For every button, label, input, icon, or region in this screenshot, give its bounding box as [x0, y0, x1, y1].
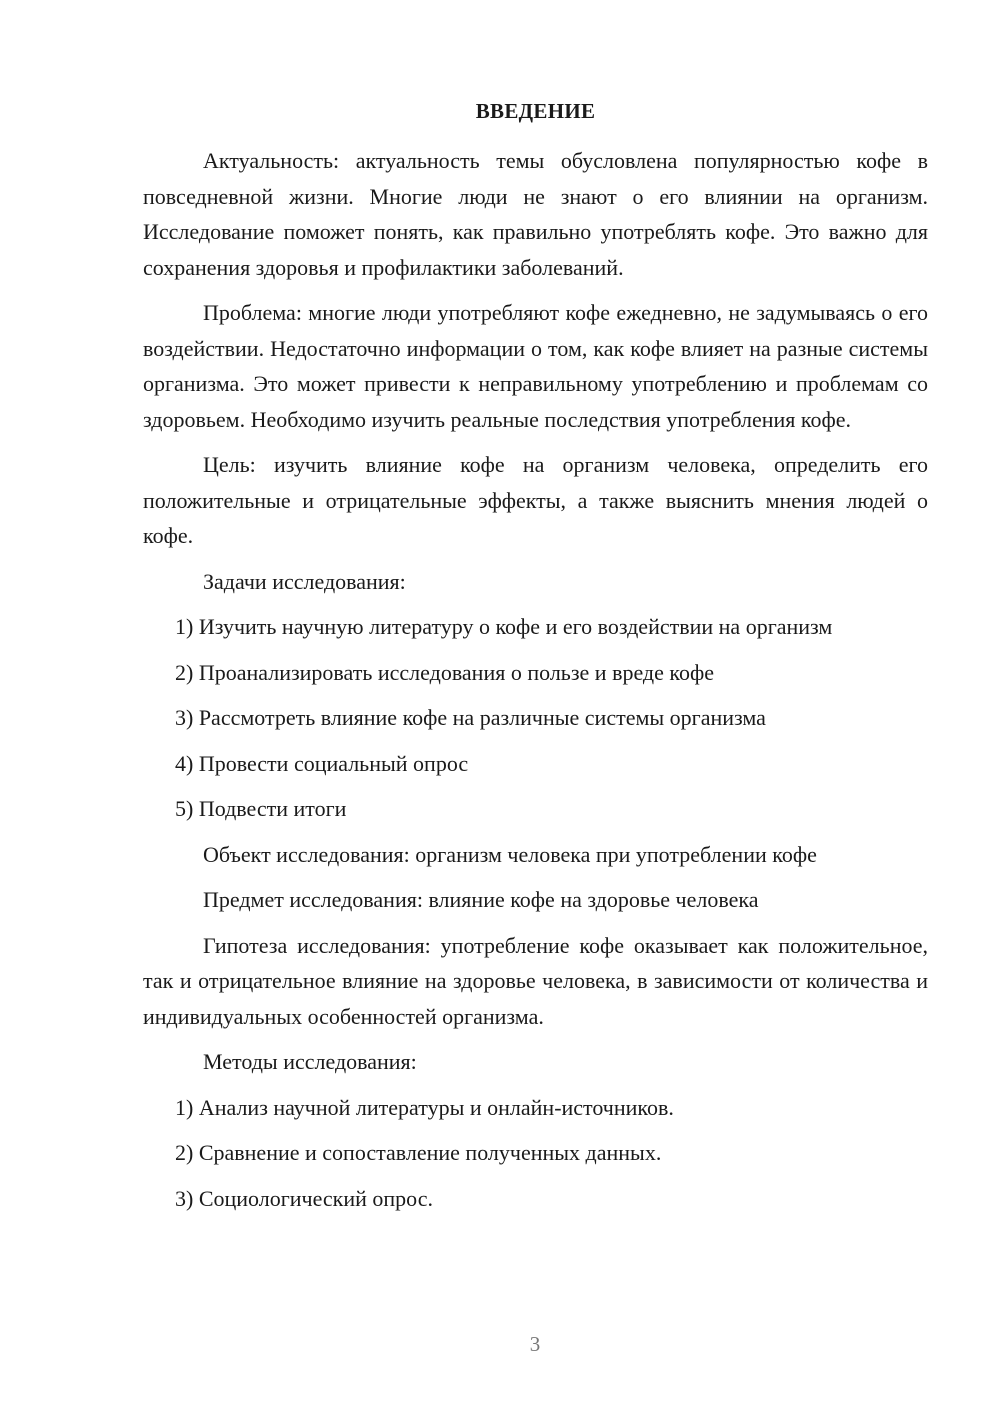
tasks-list	[143, 609, 928, 827]
relevance-paragraph: Актуальность: актуальность темы обусловлена популярностью кофе в повседневной жизни. Многие люди не знают о его влиянии на организм. Исследование поможет понять, как правильно употреблять кофе. Это важно для сохранения здоровья и профилактики заболеваний.	[143, 148, 928, 280]
subject-line: Предмет исследования: влияние кофе на здоровье человека	[203, 887, 759, 912]
list-item: 1) Анализ научной литературы и онлайн-источников.	[175, 1094, 674, 1120]
goal-paragraph: Цель: изучить влияние кофе на организм человека, определить его положительные и отрицательные эффекты, а также выяснить мнения людей о кофе.	[143, 452, 928, 548]
hypothesis-paragraph: Гипотеза исследования: употребление кофе оказывает как положительное, так и отрицательное влияние на здоровье человека, в зависимости от количества и индивидуальных особенностей организма.	[143, 932, 928, 1029]
tasks-heading: Задачи исследования:	[203, 568, 406, 594]
methods-list	[143, 1090, 928, 1217]
page-content	[143, 96, 928, 1216]
object-line: Объект исследования: организм человека при употреблении кофе	[203, 841, 817, 867]
list-item: 3) Рассмотреть влияние кофе на различные системы организма	[175, 705, 766, 730]
list-item: 2) Сравнение и сопоставление полученных данных.	[175, 1140, 662, 1165]
page-number: 3	[529, 1332, 541, 1356]
list-item: 4) Провести социальный опрос	[175, 750, 469, 776]
list-item: 1) Изучить научную литературу о кофе и его воздействии на организм	[175, 614, 833, 639]
methods-heading: Методы исследования:	[203, 1049, 417, 1074]
list-item: 3) Социологический опрос.	[175, 1185, 433, 1211]
list-item: 5) Подвести итоги	[175, 796, 347, 821]
problem-paragraph: Проблема: многие люди употребляют кофе ежедневно, не задумываясь о его воздействии. Недостаточно информации о том, как кофе влияет на разные системы организма. Это может привести к неправильному употреблению и проблемам со здоровьем. Необходимо изучить реальные последствия употребления кофе.	[143, 300, 928, 432]
page-title: ВВЕДЕНИЕ	[475, 99, 596, 123]
list-item: 2) Проанализировать исследования о пользе и вреде кофе	[175, 659, 714, 685]
